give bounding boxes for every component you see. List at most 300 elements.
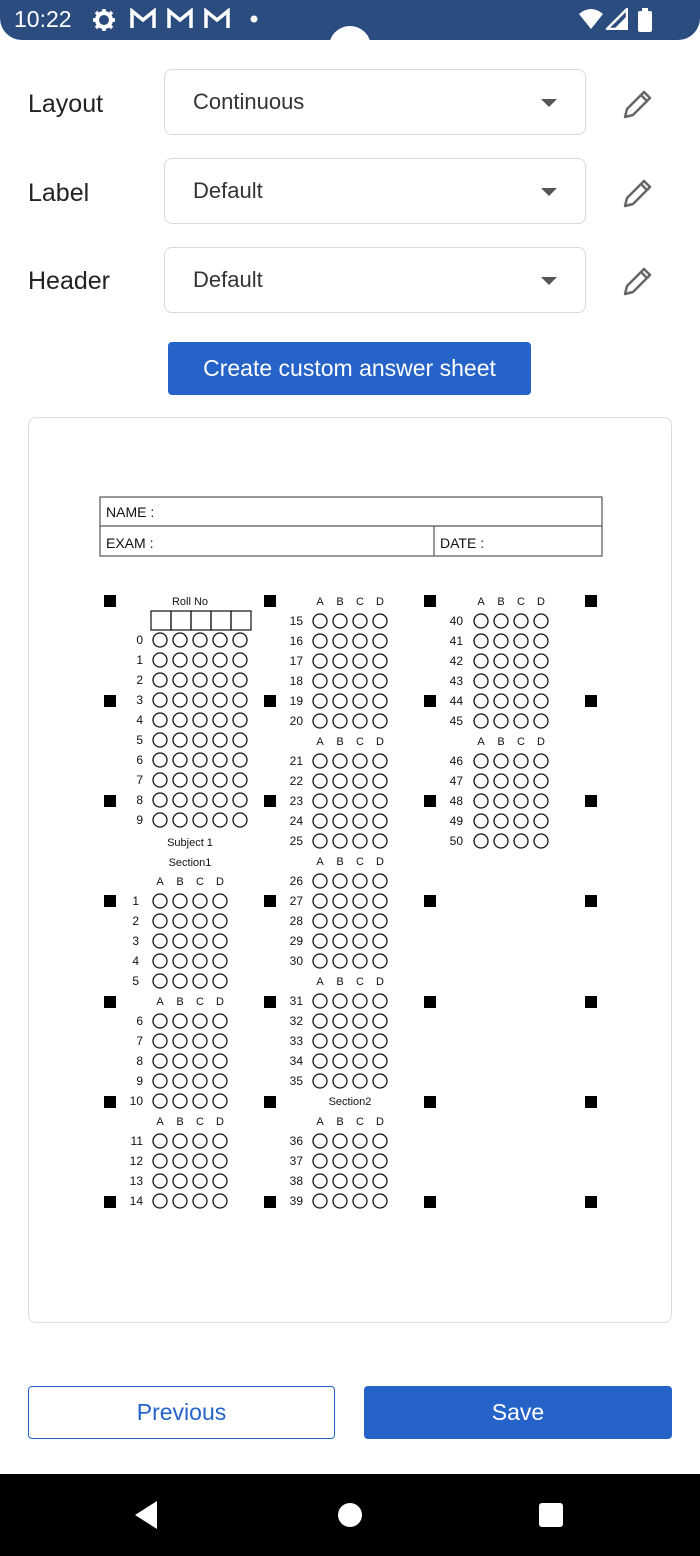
bubble <box>494 654 508 668</box>
bubble <box>313 894 327 908</box>
bubble <box>333 694 347 708</box>
pencil-icon[interactable] <box>620 175 656 211</box>
roll-bubble <box>173 693 187 707</box>
timing-mark <box>264 1196 276 1208</box>
option-letter: D <box>216 876 224 888</box>
bubble <box>373 654 387 668</box>
question-number: 17 <box>289 654 303 668</box>
bubble <box>373 1174 387 1188</box>
bubble <box>213 1094 227 1108</box>
option-letter: C <box>196 876 204 888</box>
bubble <box>494 694 508 708</box>
roll-bubble <box>213 733 227 747</box>
bubble <box>333 634 347 648</box>
section2-label: Section2 <box>328 1096 372 1108</box>
bubble <box>514 714 528 728</box>
bubble <box>333 914 347 928</box>
status-time: 10:22 <box>14 6 72 32</box>
bubble <box>534 614 548 628</box>
bubble <box>313 1074 327 1088</box>
option-letter: D <box>216 996 224 1008</box>
option-letter: B <box>176 876 184 888</box>
bubble <box>313 1054 327 1068</box>
bubble <box>353 814 367 828</box>
bubble <box>474 794 488 808</box>
layout-label: Layout <box>28 90 104 118</box>
timing-mark <box>104 895 116 907</box>
question-number: 2 <box>132 914 139 928</box>
bubble <box>153 914 167 928</box>
bubble <box>474 754 488 768</box>
bubble <box>173 1134 187 1148</box>
bubble <box>313 1034 327 1048</box>
chevron-down-icon <box>541 99 557 107</box>
bubble <box>494 794 508 808</box>
question-number: 38 <box>289 1174 303 1188</box>
bubble <box>514 614 528 628</box>
bubble <box>173 1074 187 1088</box>
bubble <box>333 1034 347 1048</box>
bubble <box>173 1014 187 1028</box>
timing-mark <box>264 795 276 807</box>
bubble <box>353 1174 367 1188</box>
roll-bubble <box>153 813 167 827</box>
bubble <box>213 1014 227 1028</box>
bubble <box>213 1074 227 1088</box>
bubble <box>313 934 327 948</box>
bubble <box>353 994 367 1008</box>
question-number: 42 <box>449 654 463 668</box>
roll-bubble <box>233 793 247 807</box>
bubble <box>474 694 488 708</box>
bubble <box>534 794 548 808</box>
bubble <box>494 614 508 628</box>
question-number: 31 <box>289 994 303 1008</box>
question-number: 16 <box>289 634 303 648</box>
layout-select[interactable] <box>164 69 586 135</box>
bubble <box>353 1194 367 1208</box>
bubble <box>353 634 367 648</box>
bubble <box>193 974 207 988</box>
question-number: 11 <box>130 1134 143 1148</box>
option-letter: B <box>336 736 344 748</box>
battery-icon <box>638 8 652 32</box>
bubble <box>514 634 528 648</box>
bubble <box>494 774 508 788</box>
question-number: 48 <box>449 794 463 808</box>
bubble <box>514 814 528 828</box>
timing-mark <box>104 1096 116 1108</box>
option-letter: C <box>517 736 525 748</box>
timing-mark <box>424 795 436 807</box>
pencil-icon[interactable] <box>620 86 656 122</box>
bubble <box>373 814 387 828</box>
bubble <box>213 1054 227 1068</box>
roll-bubble <box>233 673 247 687</box>
roll-bubble <box>213 633 227 647</box>
layout-select-value: Continuous <box>193 89 305 114</box>
bubble <box>333 1074 347 1088</box>
bubble <box>353 774 367 788</box>
bubble <box>193 1094 207 1108</box>
bubble <box>514 774 528 788</box>
bubble <box>333 834 347 848</box>
bubble <box>313 754 327 768</box>
bubble <box>193 1054 207 1068</box>
roll-bubble <box>153 793 167 807</box>
label-select[interactable] <box>164 158 586 224</box>
timing-mark <box>104 595 116 607</box>
bubble <box>213 894 227 908</box>
question-number: 1 <box>132 894 139 908</box>
question-number: 46 <box>449 754 463 768</box>
header-label: Header <box>28 267 110 295</box>
bubble <box>193 914 207 928</box>
bubble <box>534 834 548 848</box>
save-button[interactable]: Save <box>364 1386 672 1439</box>
option-letter: B <box>336 596 344 608</box>
roll-digit: 4 <box>136 713 143 727</box>
roll-box <box>151 611 171 630</box>
timing-mark <box>264 695 276 707</box>
bubble <box>313 614 327 628</box>
option-letter: B <box>176 996 184 1008</box>
bubble <box>373 614 387 628</box>
roll-bubble <box>233 753 247 767</box>
create-custom-sheet-button[interactable]: Create custom answer sheet <box>168 342 531 395</box>
bubble <box>173 914 187 928</box>
question-number: 8 <box>136 1054 143 1068</box>
roll-bubble <box>233 653 247 667</box>
question-number: 23 <box>289 794 303 808</box>
roll-bubble <box>193 733 207 747</box>
bubble <box>514 694 528 708</box>
timing-mark <box>104 695 116 707</box>
question-number: 6 <box>136 1014 143 1028</box>
bubble <box>313 954 327 968</box>
question-number: 25 <box>289 834 303 848</box>
question-number: 12 <box>129 1154 143 1168</box>
roll-digit: 8 <box>136 793 143 807</box>
bubble <box>353 754 367 768</box>
roll-box <box>231 611 251 630</box>
bubble <box>333 714 347 728</box>
bubble <box>514 794 528 808</box>
question-number: 21 <box>289 754 303 768</box>
roll-bubble <box>213 693 227 707</box>
bubble <box>514 674 528 688</box>
bubble <box>353 934 367 948</box>
roll-bubble <box>153 693 167 707</box>
chevron-down-icon <box>541 188 557 196</box>
section1-label: Section1 <box>168 857 212 869</box>
bubble <box>313 634 327 648</box>
bubble <box>213 1154 227 1168</box>
timing-mark <box>585 795 597 807</box>
bubble <box>373 994 387 1008</box>
option-letter: C <box>196 1116 204 1128</box>
bubble <box>373 1014 387 1028</box>
bubble <box>153 1194 167 1208</box>
roll-bubble <box>173 813 187 827</box>
roll-bubble <box>153 653 167 667</box>
timing-mark <box>424 695 436 707</box>
bubble <box>333 1014 347 1028</box>
option-letter: D <box>376 856 384 868</box>
pencil-icon[interactable] <box>620 263 656 299</box>
header-select-value: Default <box>193 267 263 292</box>
bubble <box>153 1094 167 1108</box>
subject-label: Subject 1 <box>167 837 213 849</box>
question-number: 50 <box>449 834 463 848</box>
bubble <box>373 674 387 688</box>
option-letter: A <box>477 736 485 748</box>
bubble <box>474 674 488 688</box>
option-letter: C <box>196 996 204 1008</box>
question-number: 45 <box>449 714 463 728</box>
bubble <box>494 754 508 768</box>
camera-notch <box>329 26 371 68</box>
bubble <box>173 1154 187 1168</box>
bubble <box>474 834 488 848</box>
bubble <box>333 874 347 888</box>
bubble <box>153 934 167 948</box>
roll-bubble <box>233 633 247 647</box>
chevron-down-icon <box>541 277 557 285</box>
roll-bubble <box>173 733 187 747</box>
bubble <box>353 1034 367 1048</box>
timing-mark <box>264 996 276 1008</box>
timing-mark <box>585 996 597 1008</box>
bubble <box>534 714 548 728</box>
roll-digit: 9 <box>136 813 143 827</box>
bubble <box>373 754 387 768</box>
bubble <box>373 954 387 968</box>
bubble <box>353 1054 367 1068</box>
bubble <box>213 954 227 968</box>
bubble <box>514 654 528 668</box>
roll-digit: 3 <box>136 693 143 707</box>
bubble <box>534 674 548 688</box>
home-icon[interactable] <box>337 1502 363 1528</box>
bubble <box>333 814 347 828</box>
question-number: 20 <box>289 714 303 728</box>
bubble <box>333 994 347 1008</box>
roll-box <box>171 611 191 630</box>
bubble <box>313 654 327 668</box>
question-number: 7 <box>136 1034 143 1048</box>
timing-mark <box>585 1196 597 1208</box>
bubble <box>173 934 187 948</box>
bubble <box>373 774 387 788</box>
bubble <box>333 1194 347 1208</box>
roll-digit: 2 <box>136 673 143 687</box>
bubble <box>373 1194 387 1208</box>
roll-bubble <box>153 673 167 687</box>
roll-bubble <box>213 753 227 767</box>
date-label: DATE : <box>440 535 485 551</box>
option-letter: C <box>356 856 364 868</box>
option-letter: A <box>156 876 164 888</box>
bubble <box>333 954 347 968</box>
question-number: 41 <box>449 634 463 648</box>
roll-bubble <box>233 713 247 727</box>
option-letter: B <box>336 976 344 988</box>
roll-bubble <box>193 753 207 767</box>
bubble <box>333 674 347 688</box>
bubble <box>153 1134 167 1148</box>
bubble <box>193 1034 207 1048</box>
bubble <box>333 774 347 788</box>
question-number: 13 <box>129 1174 143 1188</box>
bubble <box>353 1134 367 1148</box>
option-letter: A <box>316 976 324 988</box>
bubble <box>193 1194 207 1208</box>
bubble <box>213 1194 227 1208</box>
bubble <box>373 634 387 648</box>
bubble <box>474 654 488 668</box>
roll-bubble <box>233 773 247 787</box>
roll-bubble <box>233 733 247 747</box>
option-letter: B <box>336 1116 344 1128</box>
bubble <box>373 714 387 728</box>
bubble <box>373 834 387 848</box>
roll-box <box>191 611 211 630</box>
header-select[interactable] <box>164 247 586 313</box>
bubble <box>193 1174 207 1188</box>
question-number: 22 <box>289 774 303 788</box>
bubble <box>373 1074 387 1088</box>
roll-bubble <box>173 653 187 667</box>
option-letter: A <box>316 856 324 868</box>
bubble <box>353 1154 367 1168</box>
bubble <box>193 1014 207 1028</box>
question-number: 40 <box>449 614 463 628</box>
timing-mark <box>585 1096 597 1108</box>
roll-bubble <box>153 633 167 647</box>
bubble <box>213 1034 227 1048</box>
bubble <box>333 794 347 808</box>
roll-no-title: Roll No <box>171 596 209 608</box>
bubble <box>313 874 327 888</box>
bubble <box>173 954 187 968</box>
bubble <box>514 754 528 768</box>
question-number: 15 <box>289 614 303 628</box>
bubble <box>353 1014 367 1028</box>
question-number: 19 <box>289 694 303 708</box>
roll-digit: 7 <box>136 773 143 787</box>
option-letter: B <box>336 856 344 868</box>
option-letter: D <box>376 1116 384 1128</box>
bubble <box>534 654 548 668</box>
question-number: 32 <box>289 1014 303 1028</box>
roll-bubble <box>193 633 207 647</box>
roll-bubble <box>193 793 207 807</box>
option-letter: A <box>316 736 324 748</box>
recents-icon[interactable] <box>538 1502 564 1528</box>
bubble <box>534 634 548 648</box>
bubble <box>333 894 347 908</box>
roll-bubble <box>153 773 167 787</box>
roll-bubble <box>193 813 207 827</box>
roll-bubble <box>213 813 227 827</box>
roll-bubble <box>153 753 167 767</box>
label-select-value: Default <box>193 178 263 203</box>
bubble <box>353 874 367 888</box>
bubble <box>534 694 548 708</box>
navigation-bar <box>0 1474 700 1556</box>
roll-bubble <box>193 673 207 687</box>
bubble <box>173 1054 187 1068</box>
roll-bubble <box>193 693 207 707</box>
option-letter: A <box>156 996 164 1008</box>
bubble <box>333 1054 347 1068</box>
option-letter: A <box>477 596 485 608</box>
bubble <box>313 714 327 728</box>
bubble <box>173 1094 187 1108</box>
question-number: 47 <box>449 774 463 788</box>
bubble <box>193 1154 207 1168</box>
bubble <box>213 934 227 948</box>
bubble <box>173 1174 187 1188</box>
bubble <box>494 834 508 848</box>
back-icon[interactable] <box>133 1500 159 1530</box>
question-number: 27 <box>289 894 303 908</box>
option-letter: B <box>497 736 505 748</box>
bubble <box>213 914 227 928</box>
bubble <box>173 894 187 908</box>
roll-bubble <box>213 793 227 807</box>
bubble <box>373 934 387 948</box>
bubble <box>333 1134 347 1148</box>
question-number: 34 <box>289 1054 303 1068</box>
gmail-icon <box>130 8 156 30</box>
bubble <box>373 1034 387 1048</box>
bubble <box>474 774 488 788</box>
bubble <box>353 714 367 728</box>
bubble <box>474 714 488 728</box>
question-number: 18 <box>289 674 303 688</box>
bubble <box>353 794 367 808</box>
question-number: 49 <box>449 814 463 828</box>
question-number: 14 <box>129 1194 143 1208</box>
question-number: 3 <box>132 934 139 948</box>
roll-digit: 0 <box>136 633 143 647</box>
bubble <box>333 614 347 628</box>
roll-digit: 5 <box>136 733 143 747</box>
bubble <box>193 1134 207 1148</box>
question-number: 39 <box>289 1194 303 1208</box>
option-letter: D <box>537 596 545 608</box>
roll-bubble <box>173 673 187 687</box>
bubble <box>153 1154 167 1168</box>
bubble <box>494 674 508 688</box>
gear-icon <box>92 8 116 32</box>
bubble <box>333 1154 347 1168</box>
name-label: NAME : <box>106 504 155 520</box>
question-number: 10 <box>129 1094 143 1108</box>
bubble <box>153 954 167 968</box>
exam-label: EXAM : <box>106 535 154 551</box>
wifi-icon <box>578 8 604 30</box>
bubble <box>353 954 367 968</box>
previous-button[interactable]: Previous <box>28 1386 335 1439</box>
bubble <box>373 874 387 888</box>
timing-mark <box>424 996 436 1008</box>
bubble <box>313 674 327 688</box>
bubble <box>333 934 347 948</box>
option-letter: B <box>497 596 505 608</box>
